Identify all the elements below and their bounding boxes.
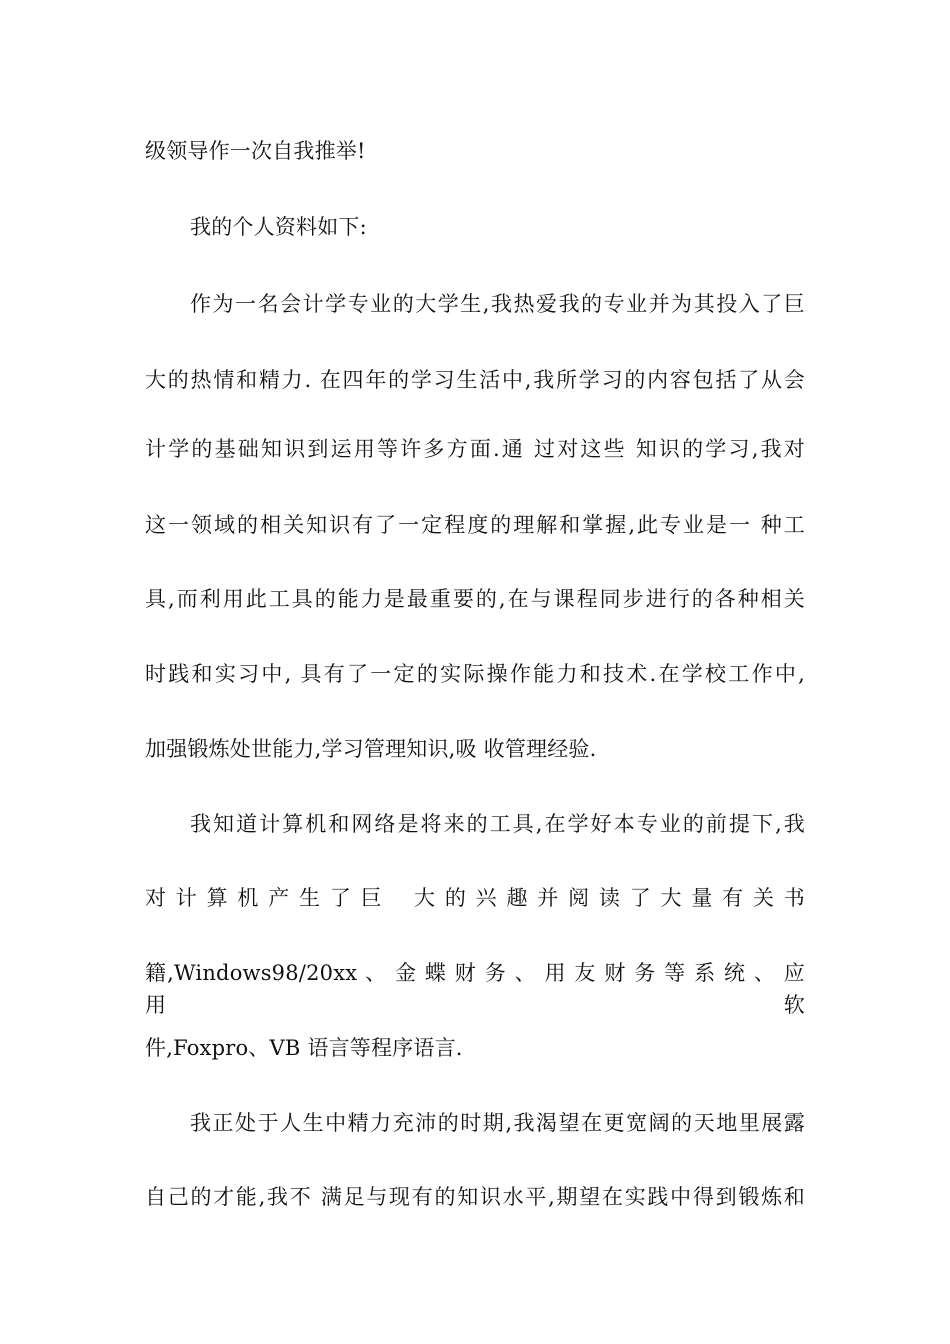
text-line-13: 件,Foxpro、VB 语言等程序语言. bbox=[145, 1036, 463, 1060]
text-line-7: 具,而利用此工具的能力是最重要的,在与课程同步进行的各种相关 bbox=[145, 587, 805, 611]
text-line-5: 计学的基础知识到运用等许多方面.通 过对这些 知识的学习,我对 bbox=[145, 437, 805, 461]
text-line-14: 我正处于人生中精力充沛的时期,我渴望在更宽阔的天地里展露 bbox=[190, 1111, 805, 1135]
text-line-2: 我的个人资料如下: bbox=[190, 215, 367, 239]
text-line-4: 大的热情和精力. 在四年的学习生活中,我所学习的内容包括了从会 bbox=[145, 368, 805, 392]
text-line-3: 作为一名会计学专业的大学生,我热爱我的专业并为其投入了巨 bbox=[190, 292, 805, 316]
text-line-9: 加强锻炼处世能力,学习管理知识,吸 收管理经验. bbox=[145, 737, 597, 761]
text-line-6: 这一领域的相关知识有了一定程度的理解和掌握,此专业是一 种工 bbox=[145, 513, 805, 537]
text-line-1: 级领导作一次自我推举! bbox=[145, 139, 366, 163]
text-line-11: 对 计 算 机 产 生 了 巨 大 的 兴 趣 并 阅 读 了 大 量 有 关 书 bbox=[145, 886, 805, 910]
text-line-10: 我知道计算机和网络是将来的工具,在学好本专业的前提下,我 bbox=[190, 812, 805, 836]
text-line-8: 时践和实习中, 具有了一定的实际操作能力和技术.在学校工作中, bbox=[145, 662, 805, 686]
text-line-12: 籍,Windows98/20xx 、 金 蝶 财 务 、 用 友 财 务 等 系 统 、 应 用 软 bbox=[145, 961, 805, 1017]
text-line-15: 自己的才能,我不 满足与现有的知识水平,期望在实践中得到锻炼和 bbox=[145, 1185, 805, 1209]
